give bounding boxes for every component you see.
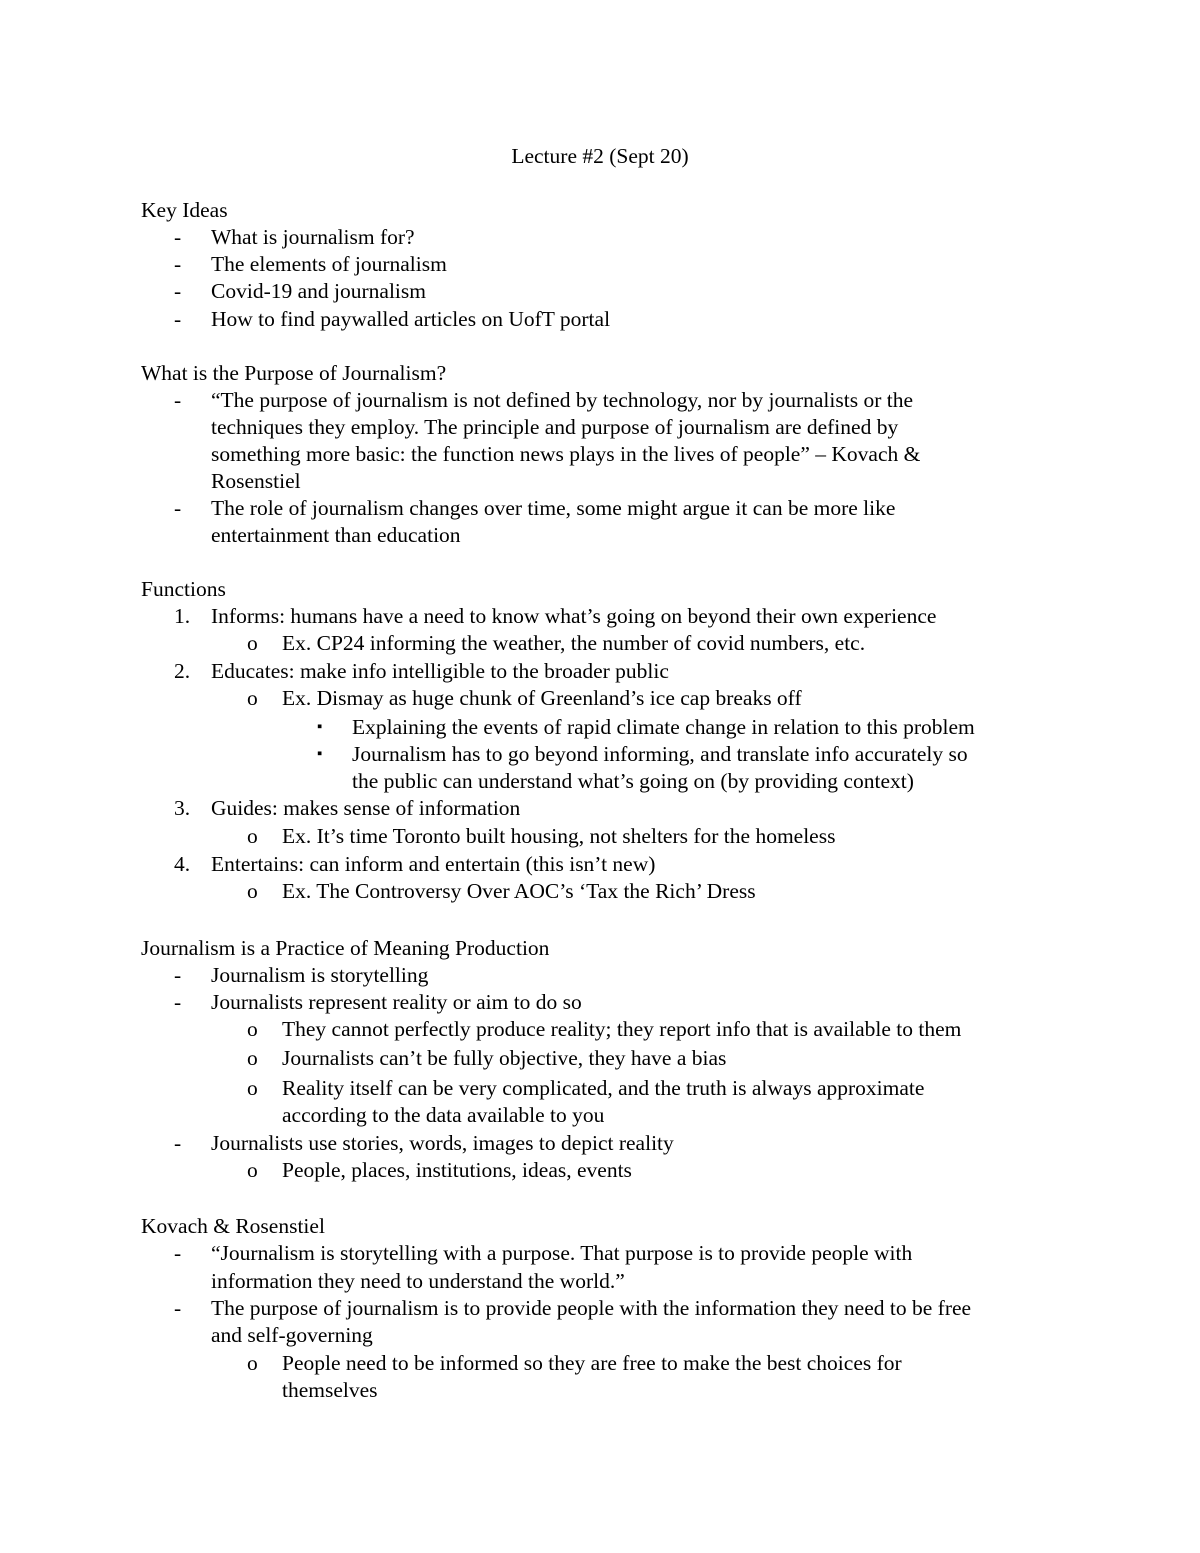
list-item-line: something more basic: the function news plays in the lives of people” – Kovach & (211, 442, 921, 466)
list-item: Informs: humans have a need to know what’s going on beyond their own experience (211, 604, 937, 628)
section-heading-meaning-production: Journalism is a Practice of Meaning Production (141, 936, 550, 960)
list-item: Educates: make info intelligible to the broader public (211, 659, 669, 683)
sub-sub-item: Journalism has to go beyond informing, and translate info accurately so (352, 742, 968, 766)
sub-item: Journalists can’t be fully objective, they have a bias (282, 1046, 727, 1070)
square-marker: ▪ (317, 746, 323, 762)
list-item: Guides: makes sense of information (211, 796, 521, 820)
circle-marker: o (247, 631, 258, 655)
sub-item: Ex. CP24 informing the weather, the number of covid numbers, etc. (282, 631, 866, 655)
list-item-line: The role of journalism changes over time, some might argue it can be more like (211, 496, 896, 520)
list-number: 3. (174, 796, 191, 820)
circle-marker: o (247, 1046, 258, 1070)
dash-marker: - (174, 225, 182, 249)
square-marker: ▪ (317, 719, 323, 735)
circle-marker: o (247, 1158, 258, 1182)
dash-marker: - (174, 1241, 182, 1265)
list-item: Entertains: can inform and entertain (this isn’t new) (211, 852, 656, 876)
sub-item: Ex. It’s time Toronto built housing, not shelters for the homeless (282, 824, 836, 848)
page-title: Lecture #2 (Sept 20) (511, 144, 689, 168)
section-heading-kovach-rosenstiel: Kovach & Rosenstiel (141, 1214, 325, 1238)
sub-item: according to the data available to you (282, 1103, 605, 1127)
dash-marker: - (174, 990, 182, 1014)
dash-marker: - (174, 963, 182, 987)
list-item-line: techniques they employ. The principle and purpose of journalism are defined by (211, 415, 899, 439)
circle-marker: o (247, 686, 258, 710)
circle-marker: o (247, 1351, 258, 1375)
dash-marker: - (174, 279, 182, 303)
dash-marker: - (174, 496, 182, 520)
list-item: Journalists represent reality or aim to do so (211, 990, 582, 1014)
circle-marker: o (247, 879, 258, 903)
list-item: Journalism is storytelling (211, 963, 429, 987)
list-number: 2. (174, 659, 191, 683)
circle-marker: o (247, 824, 258, 848)
sub-item: They cannot perfectly produce reality; they report info that is available to them (282, 1017, 962, 1041)
list-item-line: “The purpose of journalism is not defined by technology, nor by journalists or the (211, 388, 913, 412)
list-item-line: Rosenstiel (211, 469, 301, 493)
list-number: 1. (174, 604, 191, 628)
list-item: What is journalism for? (211, 225, 415, 249)
list-item: Journalists use stories, words, images to depict reality (211, 1131, 674, 1155)
sub-sub-item: the public can understand what’s going on (by providing context) (352, 769, 914, 793)
sub-item: Reality itself can be very complicated, and the truth is always approximate (282, 1076, 925, 1100)
list-number: 4. (174, 852, 191, 876)
dash-marker: - (174, 307, 182, 331)
sub-item: People, places, institutions, ideas, events (282, 1158, 632, 1182)
circle-marker: o (247, 1076, 258, 1100)
list-item: The elements of journalism (211, 252, 447, 276)
dash-marker: - (174, 388, 182, 412)
dash-marker: - (174, 1131, 182, 1155)
section-heading-key-ideas: Key Ideas (141, 198, 228, 222)
dash-marker: - (174, 1296, 182, 1320)
sub-item: themselves (282, 1378, 378, 1402)
list-item: How to find paywalled articles on UofT portal (211, 307, 611, 331)
list-item-line: and self-governing (211, 1323, 373, 1347)
list-item-line: information they need to understand the world.” (211, 1269, 625, 1293)
sub-item: Ex. The Controversy Over AOC’s ‘Tax the Rich’ Dress (282, 879, 756, 903)
list-item-line: entertainment than education (211, 523, 461, 547)
list-item: Covid-19 and journalism (211, 279, 426, 303)
sub-sub-item: Explaining the events of rapid climate change in relation to this problem (352, 715, 975, 739)
dash-marker: - (174, 252, 182, 276)
section-heading-purpose: What is the Purpose of Journalism? (141, 361, 447, 385)
list-item-line: “Journalism is storytelling with a purpose. That purpose is to provide people with (211, 1241, 913, 1265)
sub-item: Ex. Dismay as huge chunk of Greenland’s ice cap breaks off (282, 686, 802, 710)
section-heading-functions: Functions (141, 577, 226, 601)
list-item-line: The purpose of journalism is to provide people with the information they need to be free (211, 1296, 972, 1320)
circle-marker: o (247, 1017, 258, 1041)
sub-item: People need to be informed so they are free to make the best choices for (282, 1351, 902, 1375)
